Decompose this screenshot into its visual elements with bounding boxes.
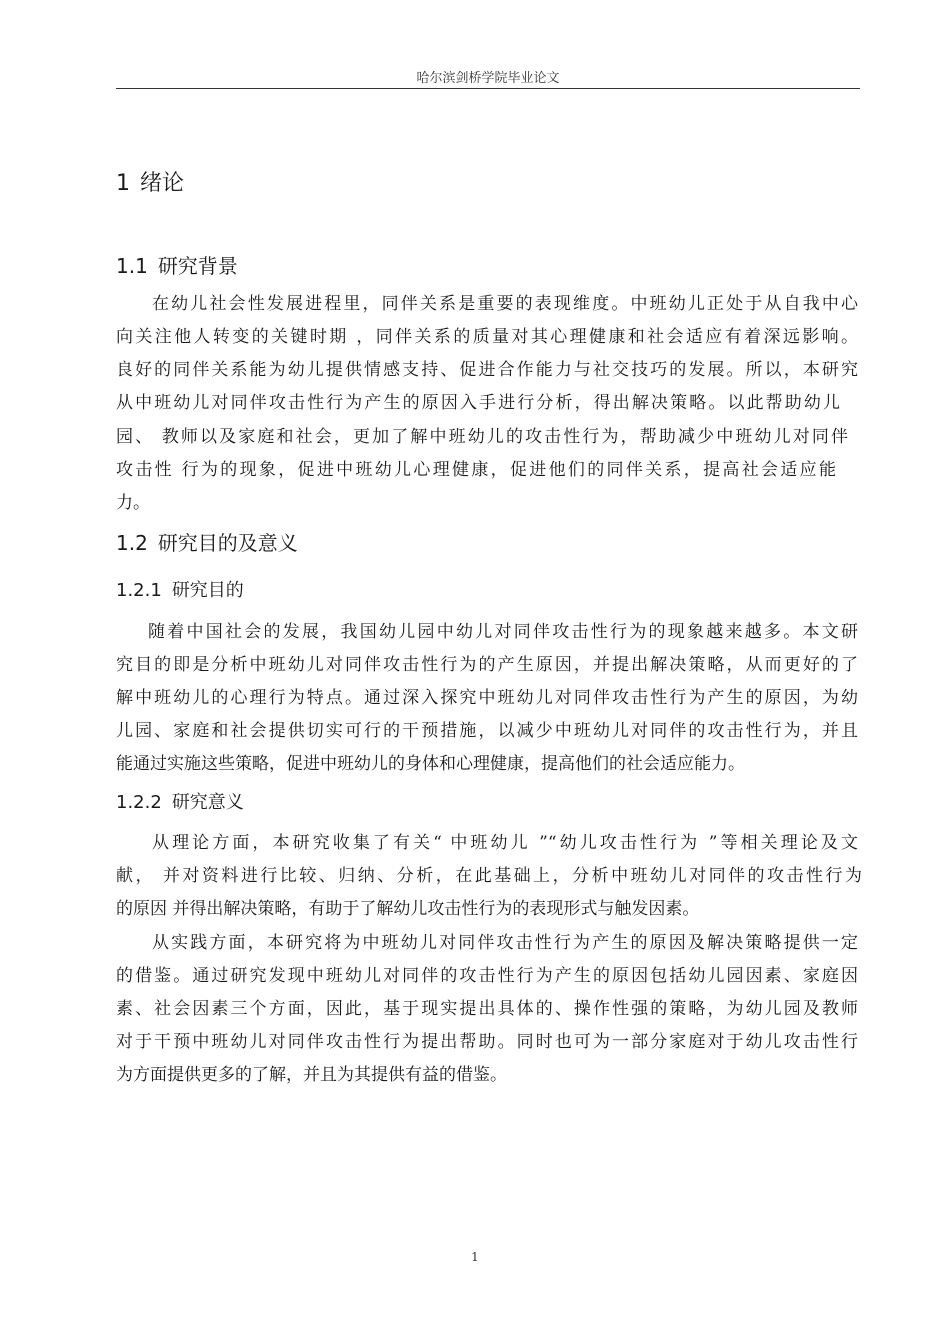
paragraph-line: 为方面提供更多的了解，并且为其提供有益的借鉴。 [116,1065,507,1085]
paragraph-line: 随着中国社会的发展，我国幼儿园中幼儿对同伴攻击性行为的现象越来越多。本文研 [148,622,858,642]
paragraph-line: 儿园、家庭和社会提供切实可行的干预措施，以减少中班幼儿对同伴的攻击性行为，并且 [116,721,858,741]
section-number: 1.2 [116,531,148,555]
section-title: 研究背景 [157,254,238,278]
paragraph-line: 的借鉴。通过研究发现中班幼儿对同伴的攻击性行为产生的原因包括幼儿园因素、家庭因 [116,966,858,986]
subsection-number: 1.2.1 [116,580,162,601]
paragraph-line: 良好的同伴关系能为幼儿提供情感支持、促进合作能力与社交技巧的发展。所以，本研究 [116,360,858,380]
paragraph-line: 向关注他人转变的关键时期 ，同伴关系的质量对其心理健康和社会适应有着深远影响。 [116,327,858,347]
header-divider [116,88,860,89]
section-heading-1-1 [116,250,238,279]
paragraph-line: 从中班幼儿对同伴攻击性行为产生的原因入手进行分析，得出解决策略。以此帮助幼儿 [116,393,840,413]
paragraph-line: 从理论方面，本研究收集了有关“ 中班幼儿 ”“幼儿攻击性行为 ”等相关理论及文 [152,833,858,853]
page-number: 1 [471,1250,479,1264]
paragraph-line: 究目的即是分析中班幼儿对同伴攻击性行为的产生原因，并提出解决策略，从而更好的了 [116,655,858,675]
paragraph-line: 素、社会因素三个方面，因此，基于现实提出具体的、操作性强的策略，为幼儿园及教师 [116,999,858,1019]
paragraph-line: 的原因 并得出解决策略，有助于了解幼儿攻击性行为的表现形式与触发因素。 [116,899,700,919]
paragraph-line: 解中班幼儿的心理行为特点。通过深入探究中班幼儿对同伴攻击性行为产生的原因，为幼 [116,688,858,708]
section-heading-1-2 [116,527,298,556]
subsection-title: 研究意义 [171,792,244,813]
paragraph-line: 能通过实施这些策略，促进中班幼儿的身体和心理健康，提高他们的社会适应能力。 [116,754,745,774]
subsection-title: 研究目的 [171,580,244,601]
section-title: 研究目的及意义 [157,531,298,555]
header-title: 哈尔滨剑桥学院毕业论文 [416,71,560,86]
subsection-number: 1.2.2 [116,792,162,813]
paragraph-line: 在幼儿社会性发展进程里，同伴关系是重要的表现维度。中班幼儿正处于从自我中心 [152,294,858,314]
paragraph-line: 从实践方面，本研究将为中班幼儿对同伴攻击性行为产生的原因及解决策略提供一定 [152,933,858,953]
chapter-title: 绪论 [140,171,185,196]
paragraph-line: 攻击性 行为的现象，促进中班幼儿心理健康，促进他们的同伴关系，提高社会适应能 [116,460,836,480]
paragraph-line: 园、 教师以及家庭和社会，更加了解中班幼儿的攻击性行为，帮助减少中班幼儿对同伴 [116,427,848,447]
paragraph-line: 对于干预中班幼儿对同伴攻击性行为提出帮助。同时也可为一部分家庭对于幼儿攻击性行 [116,1032,858,1052]
section-number: 1.1 [116,254,148,278]
paragraph-line: 献， 并对资料进行比较、归纳、分析，在此基础上，分析中班幼儿对同伴的攻击性行为 [116,866,862,886]
chapter-number: 1 [116,171,130,196]
paragraph-line: 力。 [116,493,150,513]
subsection-heading-1-2-2 [116,788,244,814]
subsection-heading-1-2-1 [116,576,244,602]
chapter-heading [116,166,184,197]
